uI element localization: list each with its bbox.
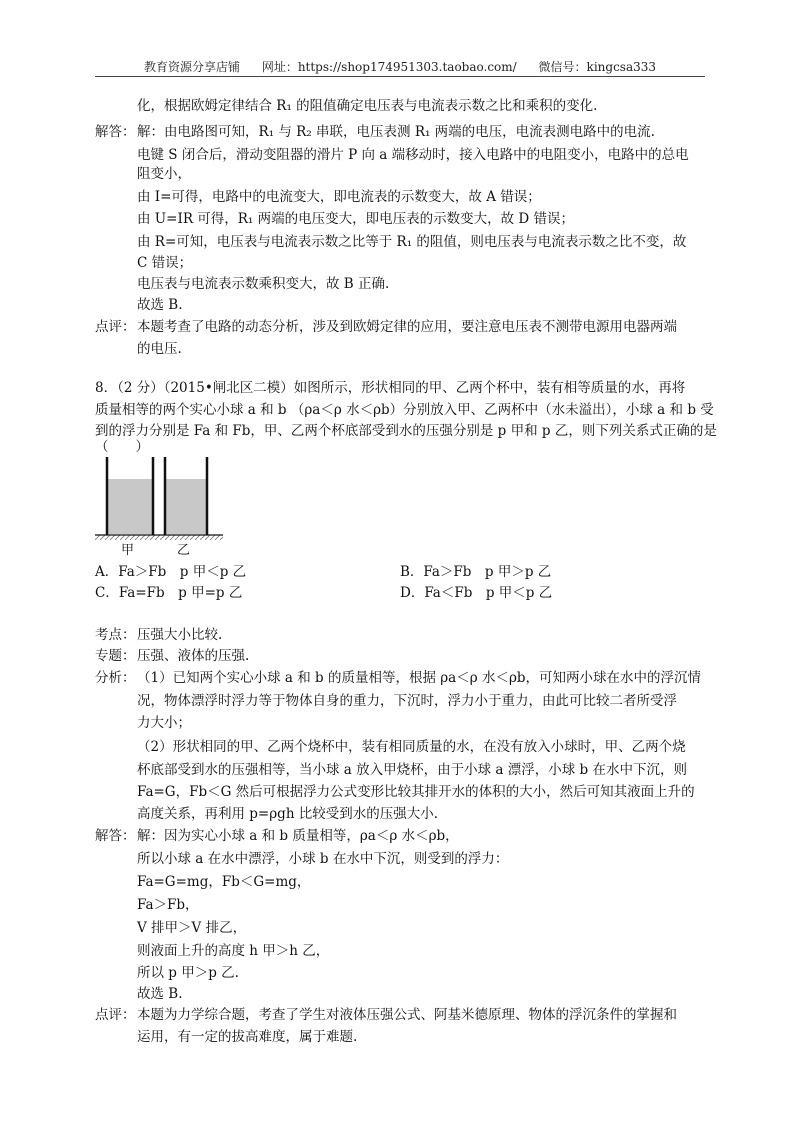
analysis-label: 分析：	[95, 670, 136, 686]
q8-stem-line: 质量相等的两个实心小球 a 和 b （ρa＜ρ 水＜ρb）分别放入甲、乙两杯中（水未溢出），小球 a 和 b 受	[95, 402, 714, 418]
label-jia: 甲	[121, 543, 135, 558]
header-divider	[95, 76, 705, 77]
prev-answer-line: 故选 B.	[137, 297, 183, 313]
answer-line: 解：因为实心小球 a 和 b 质量相等，ρa＜ρ 水＜ρb，	[137, 828, 459, 844]
prev-analysis-line: 化，根据欧姆定律结合 R₁ 的阻值确定电压表与电流表示数之比和乘积的变化.	[137, 98, 598, 114]
answer-line: 所以 p 甲＞p 乙.	[137, 965, 239, 981]
analysis-line: Fa=G，Fb＜G 然后可根据浮力公式变形比较其排开水的体积的大小，然后可知其液面上升的	[137, 784, 695, 800]
q8-stem-line: （ ）	[95, 439, 149, 455]
analysis-line: （1）已知两个实心小球 a 和 b 的质量相等，根据 ρa＜ρ 水＜ρb，可知两小球在水中的浮沉情	[137, 670, 702, 686]
answer-label: 解答：	[95, 828, 136, 844]
zhuanti-text: 压强、液体的压强.	[137, 648, 250, 664]
prev-comment-line: 的电压.	[137, 341, 182, 357]
kaodian-text: 压强大小比较.	[137, 627, 223, 643]
prev-answer-line: 电键 S 闭合后，滑动变阻器的滑片 P 向 a 端移动时，接入电路中的电阻变小，电路中的总电	[137, 147, 689, 163]
water-jia	[108, 479, 152, 534]
prev-answer-label: 解答：	[95, 124, 136, 140]
q8-stem-line: 8．（2 分）（2015•闸北区二模）如图所示，形状相同的甲、乙两个杯中，装有相等质量的水，再将	[95, 380, 686, 396]
beaker-jia	[107, 457, 153, 535]
prev-answer-line: C 错误；	[137, 255, 193, 271]
answer-line: Fa＞Fb，	[137, 897, 199, 913]
label-yi: 乙	[177, 543, 191, 558]
prev-answer-line: 由 R=可知，电压表与电流表示数之比等于 R₁ 的阻值，则电压表与电流表示数之比不变，故	[137, 234, 687, 250]
shop-name: 教育资源分享店铺	[143, 60, 240, 74]
kaodian-label: 考点：	[95, 627, 136, 643]
comment-line: 运用，有一定的拔高难度，属于难题.	[137, 1029, 358, 1045]
option-c[interactable]: C．Fa=Fb p 甲=p 乙	[95, 585, 243, 601]
analysis-line: （2）形状相同的甲、乙两个烧杯中，装有相同质量的水，在没有放入小球时，甲、乙两个烧	[137, 739, 686, 755]
prev-answer-line: 由 I=可得，电路中的电流变大，即电流表的示数变大，故 A 错误；	[137, 189, 541, 205]
prev-answer-line: 阻变小，	[137, 166, 191, 182]
analysis-line: 力大小；	[137, 715, 191, 731]
comment-line: 本题为力学综合题，考查了学生对液体压强公式、阿基米德原理、物体的浮沉条件的掌握和	[137, 1007, 677, 1023]
analysis-line: 杯底部受到水的压强相等，当小球 a 放入甲烧杯，由于小球 a 漂浮，小球 b 在水中下沉，则	[137, 762, 687, 778]
option-b[interactable]: B．Fa＞Fb p 甲＞p 乙	[400, 564, 552, 580]
zhuanti-label: 专题：	[95, 648, 136, 664]
answer-line: 则液面上升的高度 h 甲＞h 乙，	[137, 943, 330, 959]
answer-line: V 排甲＞V 排乙，	[137, 920, 247, 936]
prev-answer-line: 电压表与电流表示数乘积变大，故 B 正确.	[137, 276, 390, 292]
option-a[interactable]: A．Fa＞Fb p 甲＜p 乙	[95, 564, 247, 580]
answer-line: 故选 B.	[137, 986, 183, 1002]
analysis-line: 高度关系，再利用 p=ρgh 比较受到水的压强大小.	[137, 806, 439, 822]
prev-comment-line: 本题考查了电路的动态分析，涉及到欧姆定律的应用，要注意电压表不测带电源用电器两端	[137, 319, 677, 335]
answer-line: 所以小球 a 在水中漂浮，小球 b 在水中下沉，则受到的浮力：	[137, 851, 509, 867]
prev-answer-line: 由 U=IR 可得，R₁ 两端的电压变大，即电压表的示数变大，故 D 错误；	[137, 211, 575, 227]
answer-line: Fa=G=mg，Fb＜G=mg，	[137, 874, 311, 890]
ground-hatch	[95, 535, 223, 540]
shop-url[interactable]: 网址：https://shop174951303.taobao.com/	[261, 60, 517, 74]
beaker-yi	[165, 457, 207, 535]
water-yi	[166, 479, 206, 534]
q8-stem-line: 到的浮力分别是 Fa 和 Fb，甲、乙两个杯底部受到水的压强分别是 p 甲和 p 乙，则下列关系式正确的是	[95, 423, 717, 439]
wechat-id: 微信号：kingcsa333	[538, 60, 657, 74]
prev-comment-label: 点评：	[95, 319, 136, 335]
beakers-figure	[95, 455, 225, 561]
analysis-line: 况，物体漂浮时浮力等于物体自身的重力，下沉时，浮力小于重力，由此可比较二者所受浮	[137, 693, 677, 709]
comment-label: 点评：	[95, 1007, 136, 1023]
prev-answer-line: 解：由电路图可知，R₁ 与 R₂ 串联，电压表测 R₁ 两端的电压，电流表测电路中的电流.	[137, 124, 655, 140]
page-header	[0, 58, 800, 75]
option-d[interactable]: D．Fa＜Fb p 甲＜p 乙	[400, 585, 553, 601]
